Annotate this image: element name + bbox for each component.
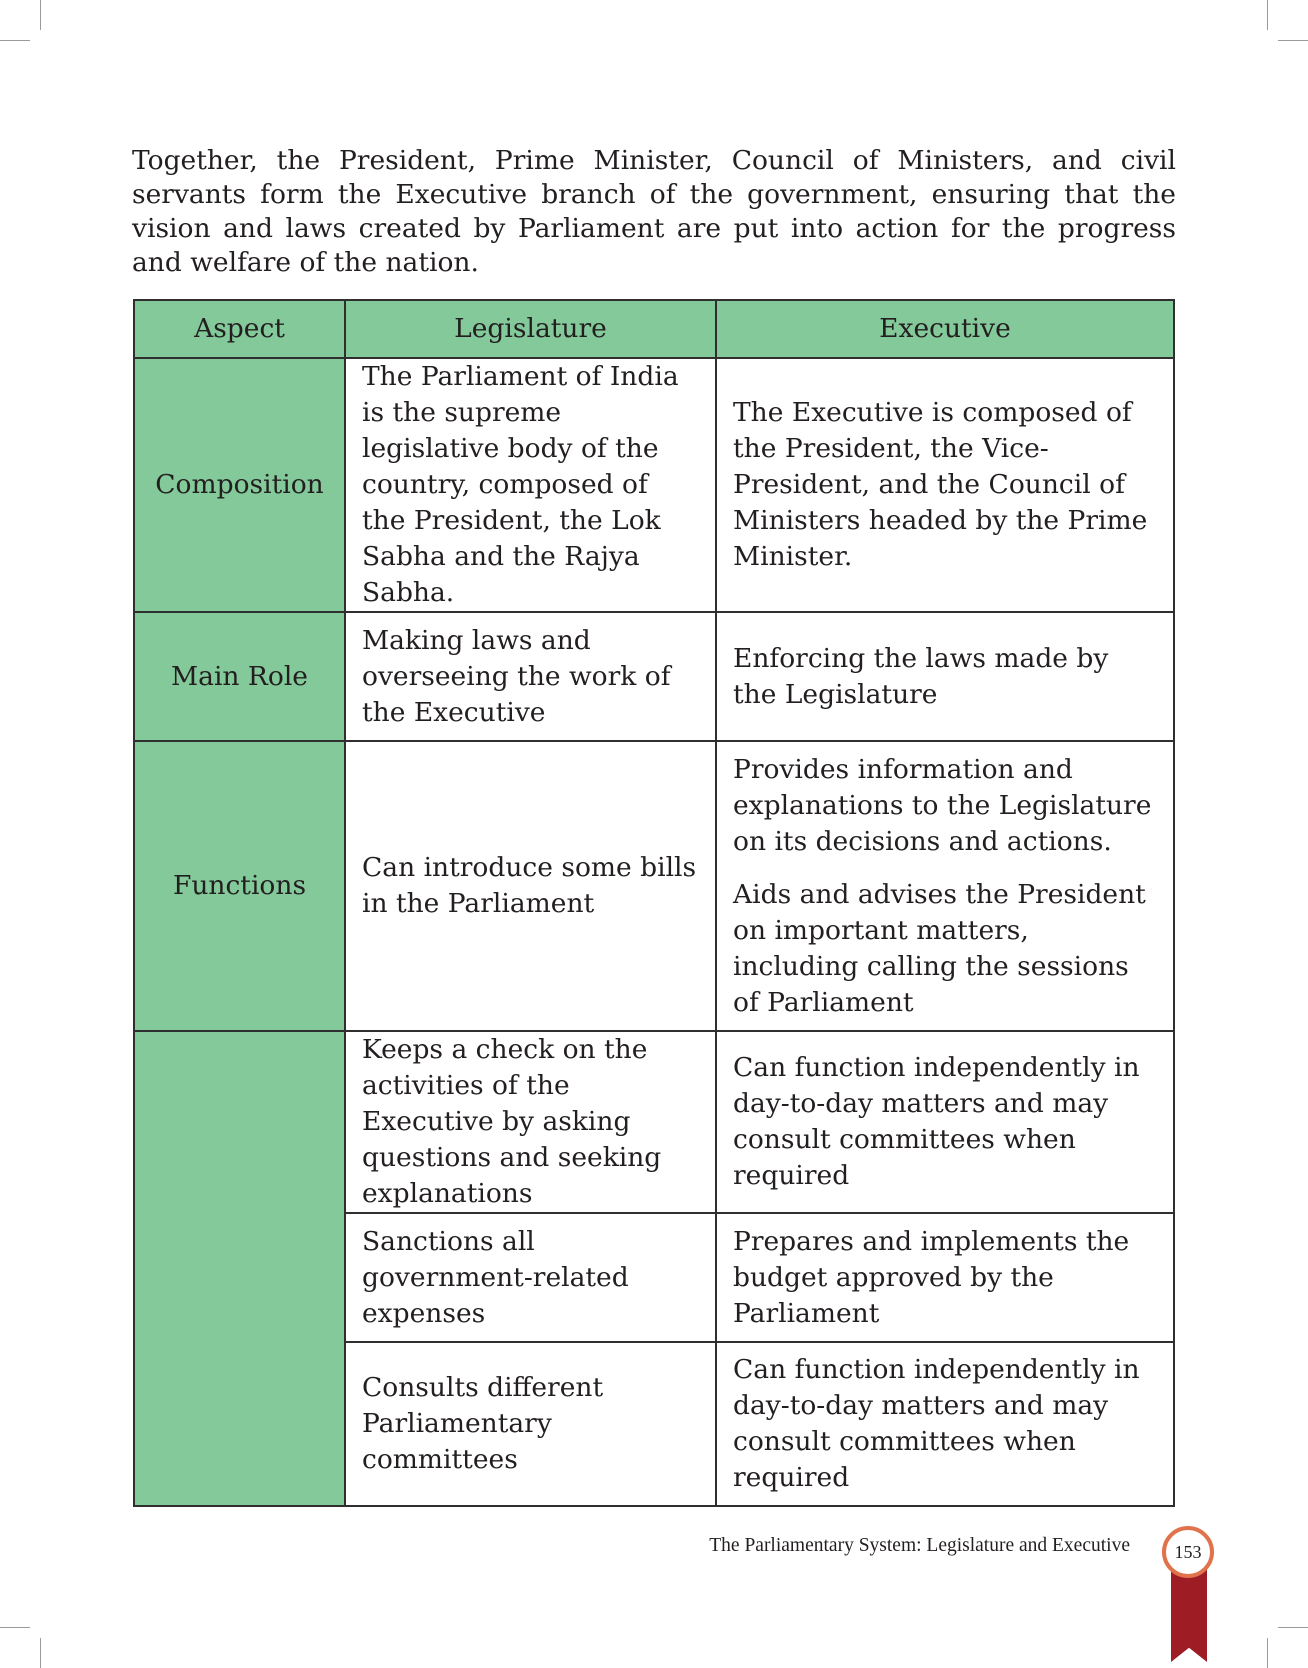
table-row [134,741,1174,1031]
header-executive: Executive [716,300,1174,358]
executive-cell: The Executive is composed of the President, the Vice-President, and the Council of Ministers headed by the Prime Minister. [716,358,1174,612]
comparison-table [133,299,1175,1507]
crop-mark [40,0,41,30]
table-row [134,358,1174,612]
page-number: 153 [1174,1541,1202,1562]
aspect-cell: Main Role [134,612,345,741]
legislature-cell: The Parliament of India is the supreme legislative body of the country, composed of the President, the Lok Sabha and the Rajya Sabha. [345,358,716,612]
executive-cell: Prepares and implements the budget approved by the Parliament [716,1213,1174,1342]
aspect-cell: Functions [134,741,345,1031]
table-row [134,1031,1174,1213]
crop-mark [0,40,30,41]
executive-paragraph: Provides information and explanations to the Legislature on its decisions and actions. [733,753,1152,857]
executive-cell: Can function independently in day-to-day matters and may consult committees when required [716,1031,1174,1213]
executive-cell: Enforcing the laws made by the Legislature [716,612,1174,741]
legislature-cell: Sanctions all government-related expenses [345,1213,716,1342]
legislature-cell: Can introduce some bills in the Parliament [345,741,716,1031]
executive-paragraph: Aids and advises the President on important matters, including calling the sessions of Parliament [733,878,1146,1018]
legislature-cell: Making laws and overseeing the work of the Executive [345,612,716,741]
header-aspect: Aspect [134,300,345,358]
crop-mark [1278,1627,1308,1628]
table-header-row [134,300,1174,358]
executive-cell: Can function independently in day-to-day matters and may consult committees when required [716,1342,1174,1506]
crop-mark [0,1627,30,1628]
crop-mark [1267,1638,1268,1668]
legislature-cell: Consults different Parliamentary committees [345,1342,716,1506]
table-row [134,612,1174,741]
crop-mark [40,1638,41,1668]
page-number-badge [1162,1526,1214,1578]
aspect-cell: Composition [134,358,345,612]
chapter-title-footer: The Parliamentary System: Legislature and Executive [709,1535,1130,1556]
executive-cell [716,741,1174,1031]
header-legislature: Legislature [345,300,716,358]
intro-paragraph: Together, the President, Prime Minister, Council of Ministers, and civil servants form the Executive branch of the government, ensuring that the vision and laws created by Parliament are put into action for the progress and welfare of the nation. [132,145,1176,278]
crop-mark [1278,40,1308,41]
legislature-cell: Keeps a check on the activities of the Executive by asking questions and seeking explanations [345,1031,716,1213]
aspect-cell-empty [134,1031,345,1506]
crop-mark [1267,0,1268,30]
